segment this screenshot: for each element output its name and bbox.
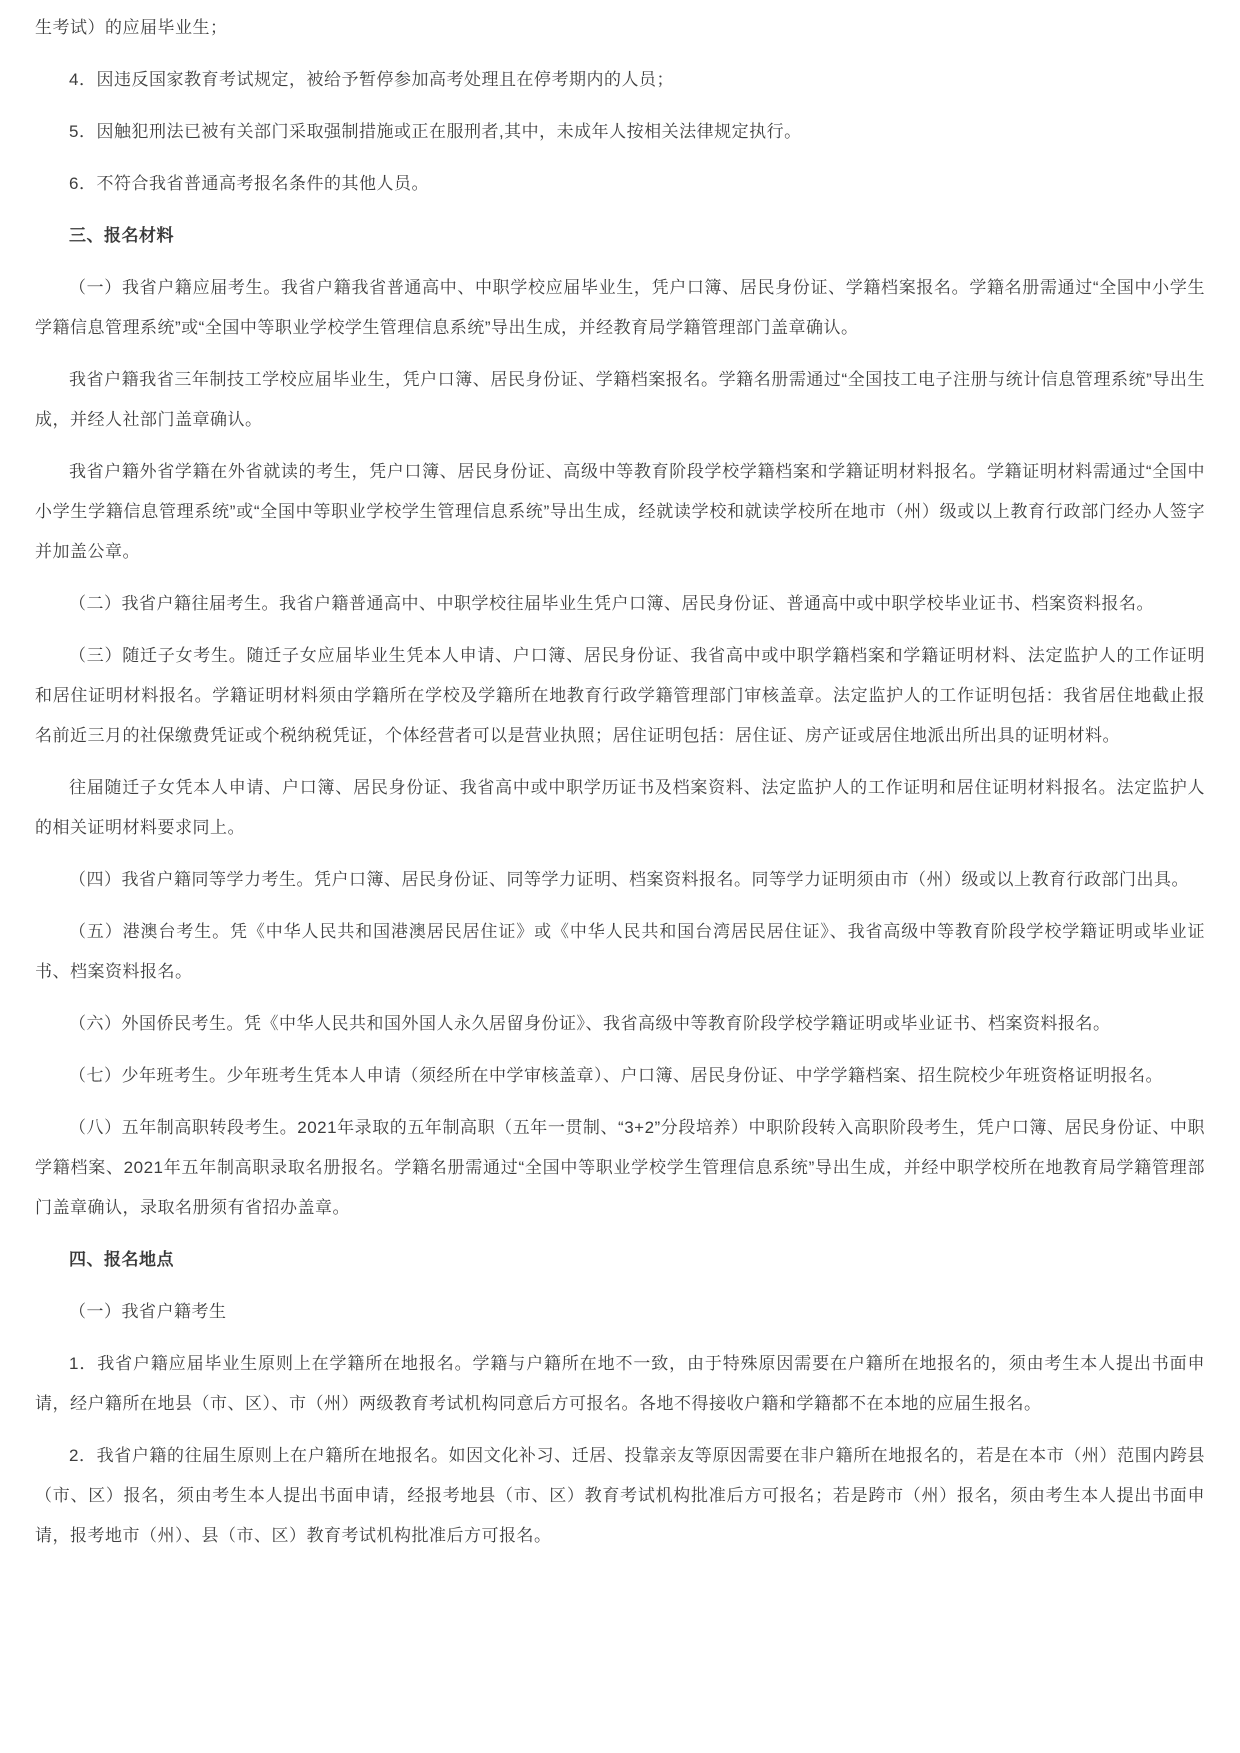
paragraph: （一）我省户籍应届考生。我省户籍我省普通高中、中职学校应届毕业生，凭户口簿、居民身份证、学籍档案报名。学籍名册需通过“全国中小学生学籍信息管理系统”或“全国中等职业学校学生管理信息系统”导出生成，并经教育局学籍管理部门盖章确认。 — [35, 278, 1205, 337]
paragraph: （三）随迁子女考生。随迁子女应届毕业生凭本人申请、户口簿、居民身份证、我省高中或中职学籍档案和学籍证明材料、法定监护人的工作证明和居住证明材料报名。学籍证明材料须由学籍所在学校及学籍所在地教育行政学籍管理部门审核盖章。法定监护人的工作证明包括：我省居住地截止报名前近三月的社保缴费凭证或个税纳税凭证，个体经营者可以是营业执照；居住证明包括：居住证、房产证或居住地派出所出具的证明材料。 — [35, 646, 1205, 745]
section-heading: 三、报名材料 — [69, 226, 174, 245]
paragraph: （七）少年班考生。少年班考生凭本人申请（须经所在中学审核盖章）、户口簿、居民身份证、中学学籍档案、招生院校少年班资格证明报名。 — [69, 1066, 1163, 1085]
section-heading: 四、报名地点 — [69, 1250, 174, 1269]
paragraph: （一）我省户籍考生 — [69, 1302, 227, 1321]
paragraph: （五）港澳台考生。凭《中华人民共和国港澳居民居住证》或《中华人民共和国台湾居民居住证》、我省高级中等教育阶段学校学籍证明或毕业证书、档案资料报名。 — [35, 922, 1205, 981]
paragraph: 往届随迁子女凭本人申请、户口簿、居民身份证、我省高中或中职学历证书及档案资料、法定监护人的工作证明和居住证明材料报名。法定监护人的相关证明材料要求同上。 — [35, 778, 1205, 837]
paragraph: 我省户籍我省三年制技工学校应届毕业生，凭户口簿、居民身份证、学籍档案报名。学籍名册需通过“全国技工电子注册与统计信息管理系统”导出生成，并经人社部门盖章确认。 — [35, 370, 1205, 429]
paragraph: 6．不符合我省普通高考报名条件的其他人员。 — [69, 174, 429, 193]
paragraph: 1．我省户籍应届毕业生原则上在学籍所在地报名。学籍与户籍所在地不一致，由于特殊原因需要在户籍所在地报名的，须由考生本人提出书面申请，经户籍所在地县（市、区）、市（州）两级教育考试机构同意后方可报名。各地不得接收户籍和学籍都不在本地的应届生报名。 — [35, 1354, 1205, 1413]
paragraph: 生考试）的应届毕业生； — [35, 18, 228, 37]
paragraph: 我省户籍外省学籍在外省就读的考生，凭户口簿、居民身份证、高级中等教育阶段学校学籍档案和学籍证明材料报名。学籍证明材料需通过“全国中小学生学籍信息管理系统”或“全国中等职业学校学生管理信息系统”导出生成，经就读学校和就读学校所在地市（州）级或以上教育行政部门经办人签字并加盖公章。 — [35, 462, 1205, 561]
paragraph: （八）五年制高职转段考生。2021年录取的五年制高职（五年一贯制、“3+2”分段培养）中职阶段转入高职阶段考生，凭户口簿、居民身份证、中职学籍档案、2021年五年制高职录取名册报名。学籍名册需通过“全国中等职业学校学生管理信息系统”导出生成，并经中职学校所在地教育局学籍管理部门盖章确认，录取名册须有省招办盖章。 — [35, 1118, 1205, 1217]
paragraph: 5．因触犯刑法已被有关部门采取强制措施或正在服刑者,其中，未成年人按相关法律规定执行。 — [69, 122, 802, 141]
paragraph: （六）外国侨民考生。凭《中华人民共和国外国人永久居留身份证》、我省高级中等教育阶段学校学籍证明或毕业证书、档案资料报名。 — [69, 1014, 1111, 1033]
paragraph: 2．我省户籍的往届生原则上在户籍所在地报名。如因文化补习、迁居、投靠亲友等原因需要在非户籍所在地报名的，若是在本市（州）范围内跨县（市、区）报名，须由考生本人提出书面申请，经报考地县（市、区）教育考试机构批准后方可报名；若是跨市（州）报名，须由考生本人提出书面申请，报考地市（州）、县（市、区）教育考试机构批准后方可报名。 — [35, 1446, 1205, 1545]
paragraph: 4．因违反国家教育考试规定，被给予暂停参加高考处理且在停考期内的人员； — [69, 70, 674, 89]
paragraph: （二）我省户籍往届考生。我省户籍普通高中、中职学校往届毕业生凭户口簿、居民身份证、普通高中或中职学校毕业证书、档案资料报名。 — [69, 594, 1154, 613]
paragraph: （四）我省户籍同等学力考生。凭户口簿、居民身份证、同等学力证明、档案资料报名。同等学力证明须由市（州）级或以上教育行政部门出具。 — [69, 870, 1189, 889]
